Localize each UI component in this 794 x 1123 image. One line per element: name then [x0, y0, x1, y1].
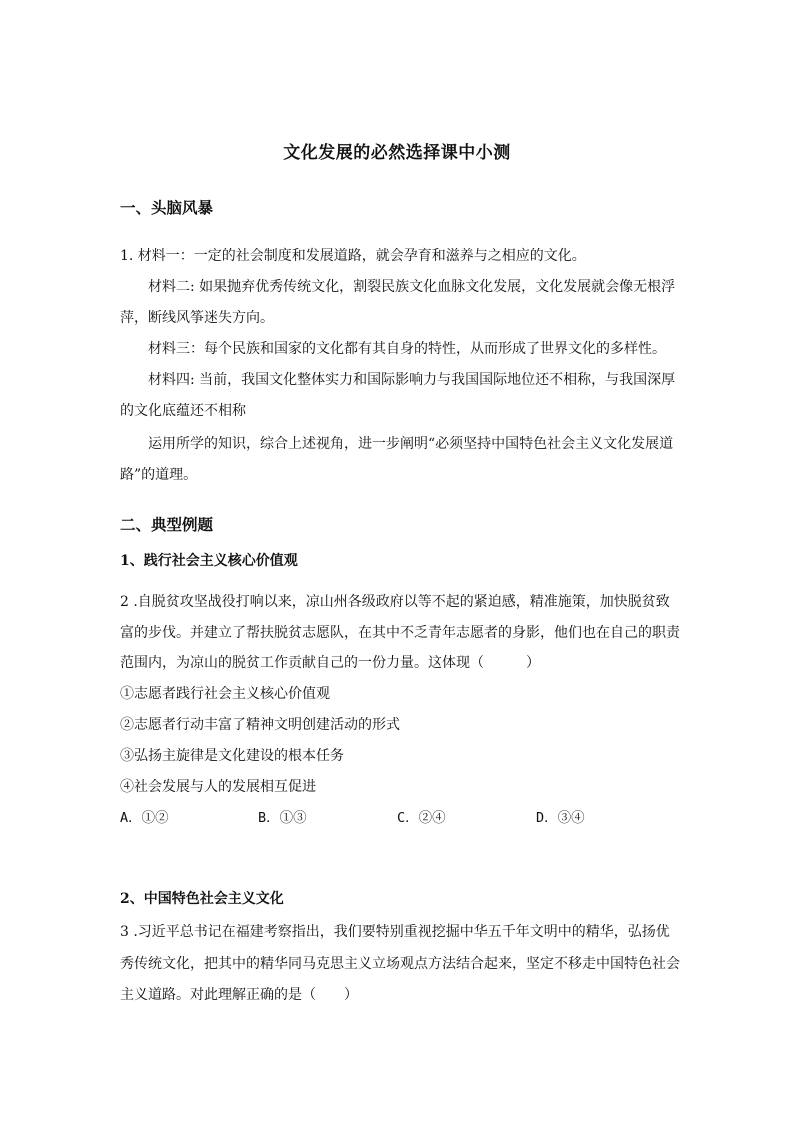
q1-line-6: 的文化底蕴还不相称: [120, 403, 246, 419]
topic-heading-core-values: 1、践行社会主义核心价值观: [120, 553, 298, 569]
topic-heading-socialist-culture: 2、中国特色社会主义文化: [120, 891, 284, 907]
q2-line-2: 富的步伐。并建立了帮扶脱贫志愿队，在其中不乏青年志愿者的身影，他们也在自己的职责: [120, 625, 680, 641]
q2-statement-2: ②志愿者行动丰富了精神文明创建活动的形式: [120, 717, 400, 733]
q2-option-a: A．①②: [120, 810, 169, 826]
q2-statement-3: ③弘扬主旋律是文化建设的根本任务: [120, 748, 344, 764]
q2-statement-4: ④社会发展与人的发展相互促进: [120, 779, 316, 795]
q3-line-2: 秀传统文化，把其中的精华同马克思主义立场观点方法结合起来，坚定不移走中国特色社会: [120, 956, 680, 972]
section-heading-brainstorm: 一、头脑风暴: [120, 198, 214, 217]
page-title: 文化发展的必然选择课中小测: [283, 143, 511, 163]
q2-statement-1: ①志愿者践行社会主义核心价值观: [120, 686, 330, 702]
q1-line-5: 材料四: 当前，我国文化整体实力和国际影响力与我国国际地位还不相称，与我国深厚: [148, 372, 676, 388]
q2-option-b: B．①③: [258, 810, 307, 826]
q3-line-1: 3 .习近平总书记在福建考察指出，我们要特别重视挖掘中华五千年文明中的精华，弘扬优: [120, 924, 670, 940]
q1-line-2: 材料二: 如果抛弃优秀传统文化，割裂民族文化血脉文化发展，文化发展就会像无根浮: [148, 279, 676, 295]
q1-line-4: 材料三：每个民族和国家的文化都有其自身的特性，从而形成了世界文化的多样性。: [148, 341, 666, 357]
q2-line-3: 范围内，为凉山的脱贫工作贡献自己的一份力量。这体现（ ）: [120, 655, 540, 671]
q2-option-c: C．②④: [397, 810, 446, 826]
q1-line-8: 路”的道理。: [120, 467, 198, 483]
q1-line-3: 萍，断线风筝迷失方向。: [120, 310, 274, 326]
q1-line-1: 1. 材料一：一定的社会制度和发展道路，就会孕育和滋养与之相应的文化。: [120, 248, 586, 264]
q3-line-3: 主义道路。对此理解正确的是（ ）: [120, 987, 358, 1003]
q2-line-1: 2 .自脱贫攻坚战役打响以来，凉山州各级政府以等不起的紧迫感，精准施策，加快脱贫致: [120, 594, 670, 610]
section-heading-examples: 二、典型例题: [120, 515, 214, 534]
q2-option-d: D．③④: [536, 810, 585, 826]
q1-line-7: 运用所学的知识，综合上述视角，进一步阐明“必须坚持中国特色社会主义文化发展道: [148, 436, 674, 452]
